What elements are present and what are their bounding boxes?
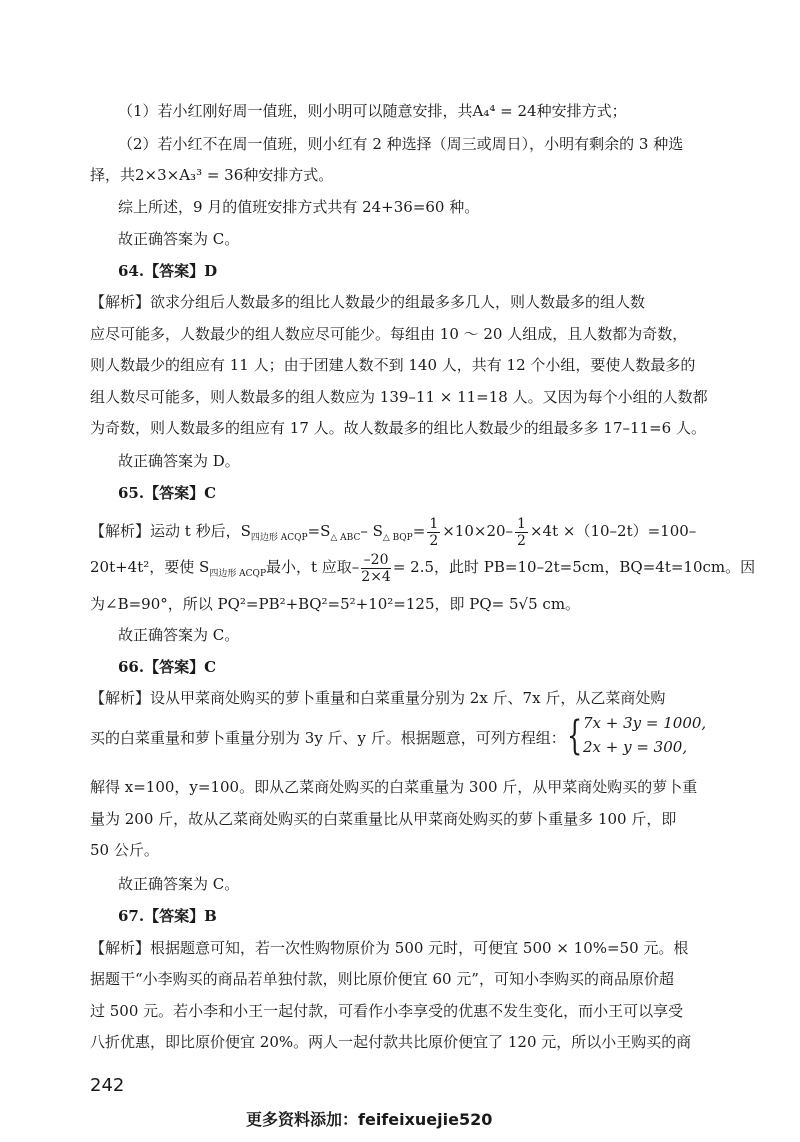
answer-heading-65: 65.【答案】C [118, 484, 217, 502]
subscript: 四边形 ACQP [209, 569, 266, 579]
text-line: 应尽可能多，人数最少的组人数应尽可能少。每组由 10 ～ 20 人组成，且人数都为奇数， [90, 325, 688, 343]
formula-text: ×10×20– [442, 522, 514, 540]
text-line: （1）若小红刚好周一值班，则小明可以随意安排，共A₄⁴ = 24种安排方式； [118, 102, 627, 120]
text-line: 过 500 元。若小李和小王一起付款，可看作小李享受的优惠不发生变化，而小王可以享受 [90, 1002, 684, 1020]
fraction [361, 552, 391, 585]
text-line: 据题干“小李购买的商品若单独付款，则比原价便宜 60 元”，可知小李购买的商品原价超 [90, 970, 674, 988]
fraction [515, 516, 528, 549]
answer-heading-64: 64.【答案】D [118, 262, 218, 280]
equation-2: 2x + y = 300, [583, 738, 688, 756]
subscript: △ BQP [382, 533, 413, 543]
formula-line [90, 514, 730, 555]
text-line: 故正确答案为 C。 [118, 875, 240, 893]
equation-system [567, 712, 737, 762]
equation-1: 7x + 3y = 1000, [583, 714, 707, 732]
formula-text: 20t+4t²，要使 S [90, 558, 210, 576]
formula-line [90, 550, 756, 591]
formula-text: 最小，t 应取– [266, 558, 360, 576]
answer-heading-66: 66.【答案】C [118, 658, 217, 676]
answer-heading-67: 67.【答案】B [118, 907, 217, 925]
text-line: 买的白菜重量和萝卜重量分别为 3y 斤、y 斤。根据题意，可列方程组： [90, 729, 566, 747]
text-line: 组人数尽可能多，则人数最多的组人数应为 139–11 × 11=18 人。又因为每个小组的人数都 [90, 388, 708, 406]
footer-note: 更多资料添加：feifeixuejie520 [246, 1110, 493, 1129]
numerator: 1 [429, 515, 439, 532]
subscript: 四边形 ACQP [250, 533, 308, 543]
text-line: 故正确答案为 C。 [118, 626, 240, 644]
numerator: –20 [361, 552, 391, 569]
formula-text: ×4t ×（10–2t）=100– [529, 522, 697, 540]
text-line: 为奇数，则人数最多的组应有 17 人。故人数最多的组比人数最少的组最多多 17–11=6 人。 [90, 419, 706, 437]
page-number: 242 [90, 1075, 125, 1096]
text-line: 【解析】根据题意可知，若一次性购物原价为 500 元时，可便宜 500 × 10%=50 元。根 [90, 939, 689, 957]
formula-text: 【解析】运动 t 秒后，S [90, 522, 251, 540]
formula-text: = [412, 522, 426, 540]
formula-text: =S [307, 522, 331, 540]
subscript: △ ABC [330, 533, 361, 543]
denominator: 2 [517, 532, 526, 549]
brace-icon: { [567, 713, 583, 759]
text-line: 【解析】设从甲菜商处购买的萝卜重量和白菜重量分别为 2x 斤、7x 斤，从乙菜商处购 [90, 689, 666, 707]
formula-text: – S [360, 522, 383, 540]
text-line: 八折优惠，即比原价便宜 20%。两人一起付款共比原价便宜了 120 元，所以小王购买的商 [90, 1033, 692, 1051]
text-line: 量为 200 斤，故从乙菜商处购买的白菜重量比从甲菜商处购买的萝卜重量多 100 斤，即 [90, 810, 677, 828]
numerator: 1 [517, 515, 526, 532]
text-line: 故正确答案为 D。 [118, 452, 240, 470]
formula-text: = 2.5，此时 PB=10–2t=5cm，BQ=4t=10cm。因 [392, 558, 756, 576]
text-line: 综上所述，9 月的值班安排方式共有 24+36=60 种。 [118, 198, 480, 216]
text-line: 【解析】欲求分组后人数最多的组比人数最少的组最多多几人，则人数最多的组人数 [90, 293, 646, 311]
denominator: 2×4 [361, 568, 391, 585]
text-line: 择，共2×3×A₃³ = 36种安排方式。 [90, 166, 334, 184]
fraction [427, 516, 440, 549]
text-line: 解得 x=100，y=100。即从乙菜商处购买的白菜重量为 300 斤，从甲菜商处购买的萝卜重 [90, 778, 698, 796]
text-line: 则人数最少的组应有 11 人；由于团建人数不到 140 人，共有 12 个小组，要使人数最多的 [90, 356, 696, 374]
text-line: 50 公斤。 [90, 841, 159, 859]
text-line: 故正确答案为 C。 [118, 230, 240, 248]
text-line: 为∠B=90°，所以 PQ²=PB²+BQ²=5²+10²=125，即 PQ= 5√5 cm。 [90, 595, 581, 613]
text-line: （2）若小红不在周一值班，则小红有 2 种选择（周三或周日），小明有剩余的 3 种选 [118, 135, 684, 153]
denominator: 2 [429, 532, 439, 549]
